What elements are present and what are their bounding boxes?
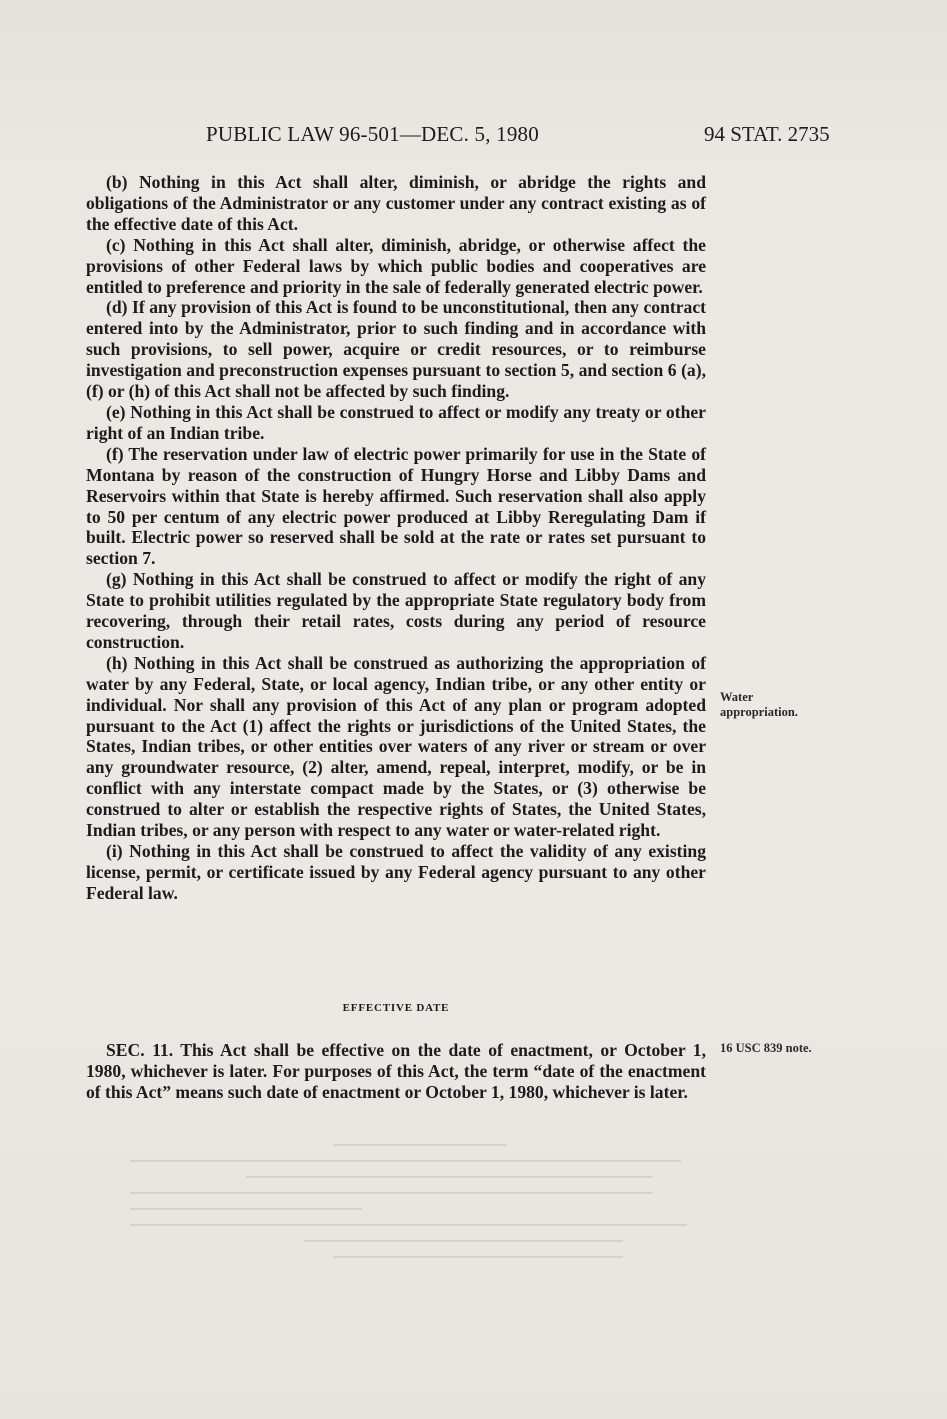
paragraph-d: (d) If any provision of this Act is found to be unconstitutional, then any contract entered into by the Administrator, prior to such finding and in accordance with such provisions, to sell power, acquire or credit resources, or to reimburse investigation and preconstruction expenses pursuant to section 5, and section 6 (a), (f) or (h) of this Act shall not be affected by such finding. xyxy=(86,297,706,402)
paragraph-b: (b) Nothing in this Act shall alter, diminish, or abridge the rights and obligations of the Administrator or any customer under any contract existing as of the effective date of this Act. xyxy=(86,172,706,234)
bleed-through-text xyxy=(130,1130,710,1310)
bleed-line xyxy=(333,1256,623,1258)
paragraph-e: (e) Nothing in this Act shall be construed to affect or modify any treaty or other right of an Indian tribe. xyxy=(86,401,706,443)
bleed-line xyxy=(130,1160,681,1162)
bleed-line xyxy=(246,1176,652,1178)
paragraph-f: (f) The reservation under law of electric power primarily for use in the State of Montana by reason of the construction of Hungry Horse and Libby Dams and Reservoirs within that State is hereby affirmed. Such reservation shall also apply to 50 per centum of any electric power produced at Libby Reregulating Dam if built. Electric power so reserved shall be sold at the rate or rates set pursuant to section 7. xyxy=(86,443,706,569)
margin-note-water-appropriation: Water appropriation. xyxy=(720,690,798,719)
paragraph-c: (c) Nothing in this Act shall alter, diminish, abridge, or otherwise affect the provisions of other Federal laws by which public bodies and cooperatives are entitled to preference and priority in the sale of federally generated electric power. xyxy=(86,234,706,297)
section-10-text xyxy=(86,172,706,904)
paragraph-g: (g) Nothing in this Act shall be construed to affect or modify the right of any State to prohibit utilities regulated by the appropriate State regulatory body from recovering, through their retail rates, costs during any period of resource construction. xyxy=(86,569,706,652)
section-heading: EFFECTIVE DATE xyxy=(342,1002,450,1014)
paragraph-h: (h) Nothing in this Act shall be construed as authorizing the appropriation of water by any Federal, State, or local agency, Indian tribe, or any other entity or individual. Nor shall any provision of this Act of any plan or program adopted pursuant to the Act (1) affect the rights or jurisdictions of the United States, the States, Indian tribes, or other entities over waters of any river or stream or over any groundwater resource, (2) alter, amend, repeal, interpret, modify, or be in conflict with any interstate compact made by the States, or (3) otherwise be construed to alter or establish the respective rights of States, the United States, Indian tribes, or any person with respect to any water or water-related right. xyxy=(86,652,706,841)
bleed-line xyxy=(333,1144,507,1146)
bleed-line xyxy=(304,1240,623,1242)
paragraph-i: (i) Nothing in this Act shall be construed to affect the validity of any existing license, permit, or certificate issued by any Federal agency pursuant to any other Federal law. xyxy=(86,841,706,903)
page-title: PUBLIC LAW 96-501—DEC. 5, 1980 xyxy=(206,122,539,146)
page-header xyxy=(0,122,947,152)
bleed-line xyxy=(130,1224,687,1226)
margin-note-usc-citation: 16 USC 839 note. xyxy=(720,1041,812,1055)
bleed-line xyxy=(130,1192,652,1194)
section-11-text: SEC. 11. This Act shall be effective on the date of enactment, or October 1, 1980, whichever is later. For purposes of this Act, the term “date of the enactment of this Act” means such date of enactment or October 1, 1980, whichever is later. xyxy=(86,1040,706,1102)
statute-page-number: 94 STAT. 2735 xyxy=(704,122,830,146)
bleed-line xyxy=(130,1208,362,1210)
